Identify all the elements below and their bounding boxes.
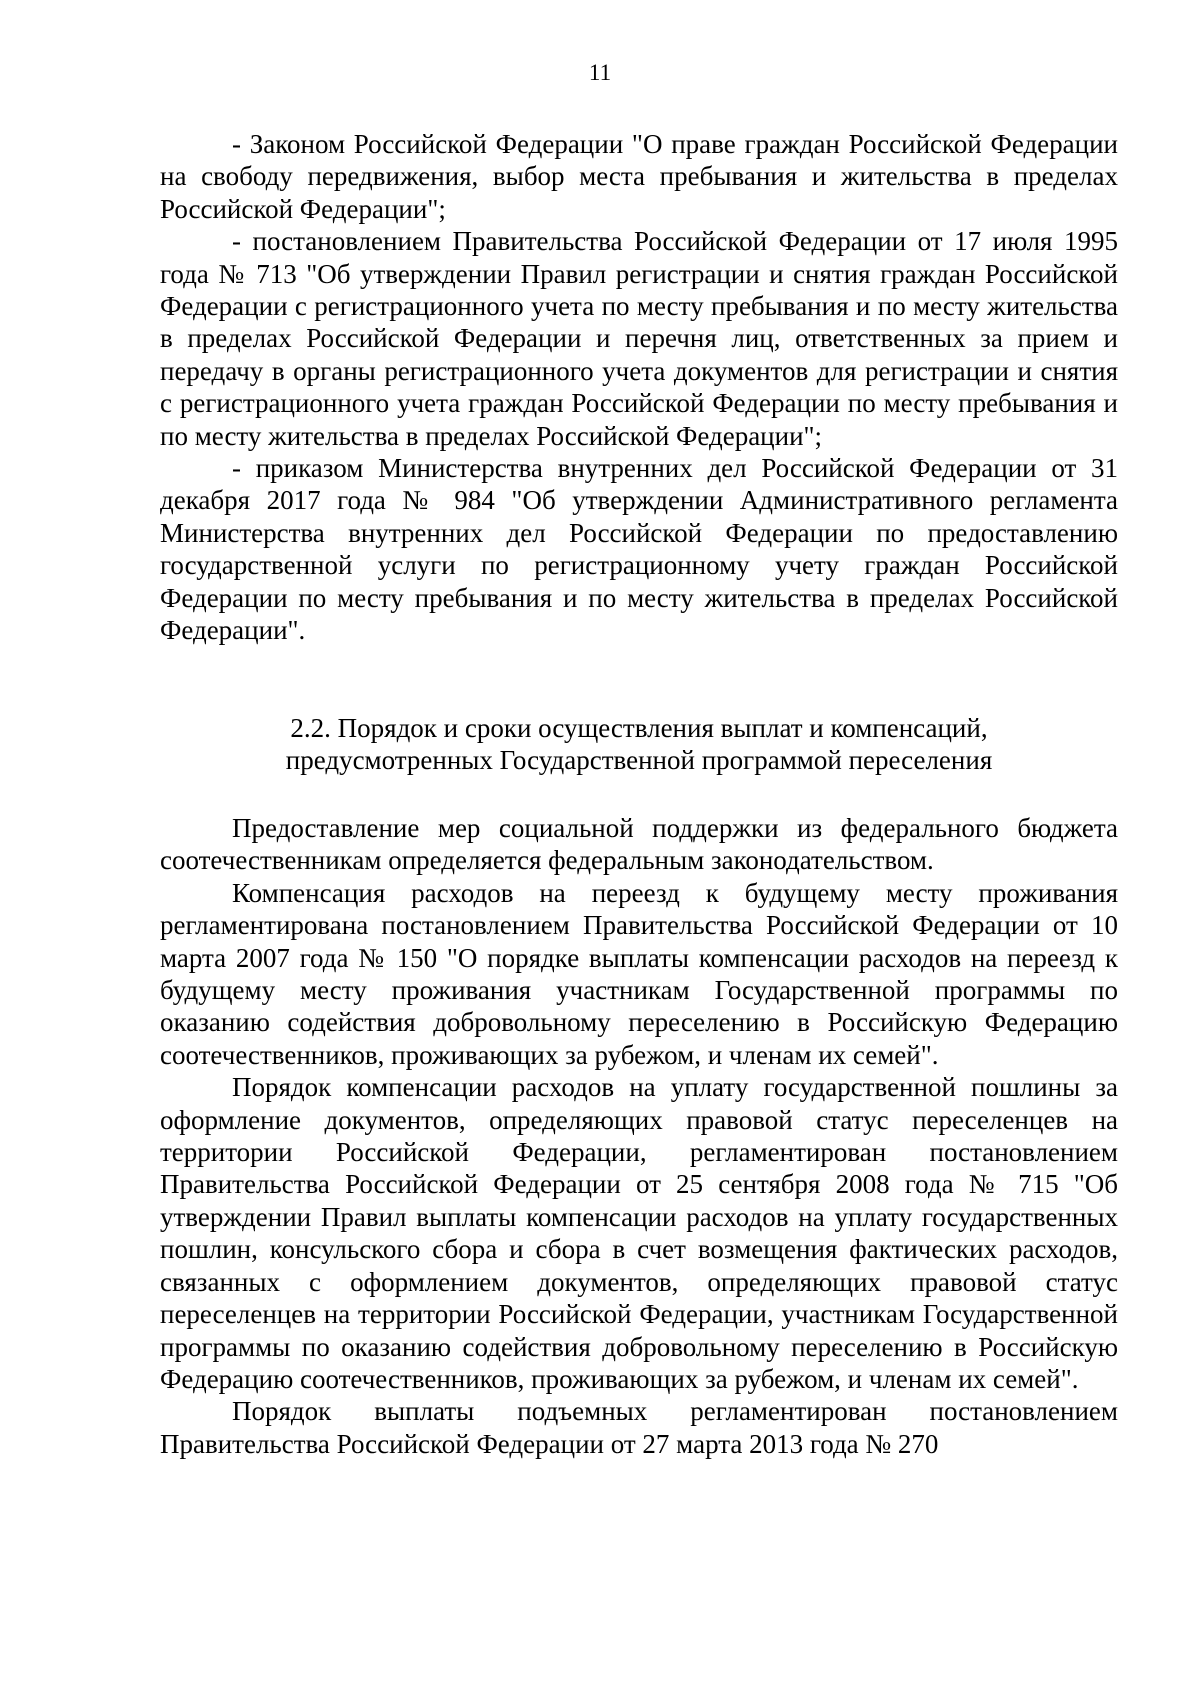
legal-basis-list: [160, 128, 1118, 647]
paragraph-relocation-compensation: Компенсация расходов на переезд к будущему месту проживания регламентирована постановлением Правительства Российской Федерации от 10 марта 2007 года № 150 "О порядке выплаты компенсации расходов на переезд к будущему месту проживания участникам Государственной программы по оказанию содействия добровольному переселению в Российскую Федерацию соотечественников, проживающих за рубежом, и членам их семей".: [160, 877, 1118, 1070]
page-number: 11: [588, 60, 612, 85]
section-heading-line-1: 2.2. Порядок и сроки осуществления выплат и компенсаций,: [290, 713, 988, 743]
paragraph-lifting-allowance: Порядок выплаты подъемных регламентирован постановлением Правительства Российской Федерации от 27 марта 2013 года № 270: [160, 1396, 1118, 1459]
section-body: [160, 812, 1118, 1460]
list-item-government-resolution: - постановлением Правительства Российской Федерации от 17 июля 1995 года № 713 "Об утверждении Правил регистрации и снятия граждан Российской Федерации с регистрационного учета по месту пребывания и по месту жительства в пределах Российской Федерации и перечня лиц, ответственных за прием и передачу в органы регистрационного учета документов для регистрации и снятия с регистрационного учета граждан Российской Федерации по месту пребывания и по месту жительства в пределах Российской Федерации";: [160, 226, 1118, 451]
section-heading: [160, 712, 1118, 777]
paragraph-state-duty-compensation: Порядок компенсации расходов на уплату государственной пошлины за оформление документов, определяющих правовой статус переселенцев на территории Российской Федерации, регламентирован постановлением Правительства Российской Федерации от 25 сентября 2008 года № 715 "Об утверждении Правил выплаты компенсации расходов на уплату государственных пошлин, консульского сбора и сбора в счет возмещения фактических расходов, связанных с оформлением документов, определяющих правовой статус переселенцев на территории Российской Федерации, участникам Государственной программы по оказанию содействия добровольному переселению в Российскую Федерацию соотечественников, проживающих за рубежом, и членам их семей".: [160, 1072, 1118, 1394]
paragraph-social-support: Предоставление мер социальной поддержки из федерального бюджета соотечественникам определяется федеральным законодательством.: [160, 813, 1118, 876]
list-item-ministry-order: - приказом Министерства внутренних дел Российской Федерации от 31 декабря 2017 года № 984 "Об утверждении Административного регламента Министерства внутренних дел Российской Федерации по предоставлению государственной услуги по регистрационному учету граждан Российской Федерации по месту пребывания и по месту жительства в пределах Российской Федерации".: [160, 453, 1118, 646]
section-heading-line-2: предусмотренных Государственной программой переселения: [285, 745, 993, 776]
list-item-federal-law: - Законом Российской Федерации "О праве граждан Российской Федерации на свободу передвижения, выбор места пребывания и жительства в пределах Российской Федерации";: [160, 129, 1118, 224]
